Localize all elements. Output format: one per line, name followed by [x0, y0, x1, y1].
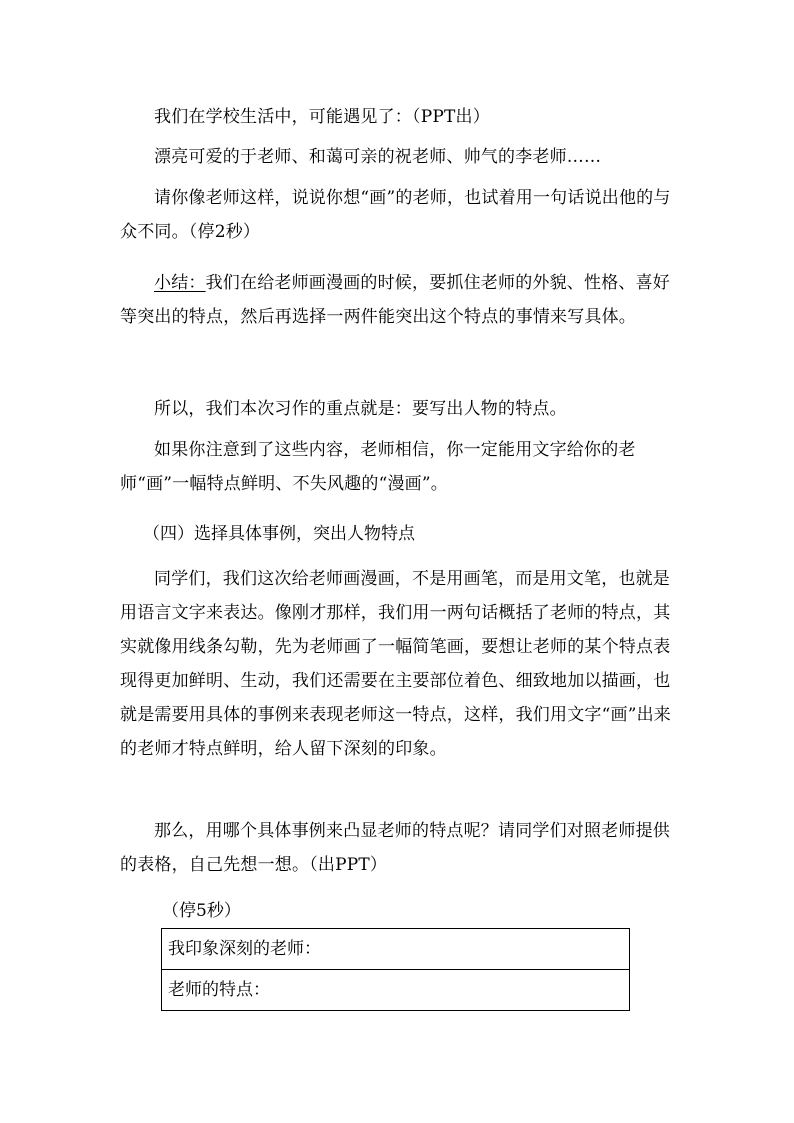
paragraph-encouragement: 如果你注意到了这些内容，老师相信，你一定能用文字给你的老师“画”一幅特点鲜明、不失风趣的“漫画”。	[120, 440, 636, 494]
section-heading: （四）选择具体事例，突出人物特点	[143, 524, 415, 544]
pause-note: （停5秒）	[162, 901, 241, 921]
table-cell-impressive-teacher: 我印象深刻的老师：	[162, 929, 630, 970]
paragraph-explanation: 同学们，我们这次给老师画漫画，不是用画笔，而是用文笔，也就是用语言文字来表达。像刚才那样，我们用一两句话概括了老师的特点，其实就像用线条勾勒，先为老师画了一幅简笔画，要想让老师的某个特点表现得更加鲜明、生动，我们还需要在主要部位着色、细致地加以描画，也就是需要用具体的事例来表现老师这一特点，这样，我们用文字“画”出来的老师才特点鲜明，给人留下深刻的印象。	[120, 569, 671, 759]
paragraph-writing-focus: 所以，我们本次习作的重点就是：要写出人物的特点。	[154, 399, 567, 419]
table-row	[162, 970, 630, 1011]
table-cell-teacher-traits: 老师的特点：	[162, 970, 630, 1011]
summary-label: 小结：	[154, 273, 206, 293]
paragraph-question: 那么，用哪个具体事例来凸显老师的特点呢？请同学们对照老师提供的表格，自己先想一想。（出PPT）	[120, 821, 670, 875]
summary-text: 我们在给老师画漫画的时候，要抓住老师的外貌、性格、喜好等突出的特点，然后再选择一两件能突出这个特点的事情来写具体。	[120, 273, 671, 327]
table-row	[162, 929, 630, 970]
paragraph-summary	[120, 266, 680, 334]
teacher-info-table	[161, 928, 630, 1011]
paragraph-teacher-examples: 漂亮可爱的于老师、和蔼可亲的祝老师、帅气的李老师……	[154, 147, 602, 167]
paragraph-school-life: 我们在学校生活中，可能遇见了：（PPT出）	[154, 107, 490, 127]
paragraph-describe-teacher: 请你像老师这样，说说你想“画”的老师，也试着用一句话说出他的与众不同。（停2秒）	[120, 188, 671, 242]
